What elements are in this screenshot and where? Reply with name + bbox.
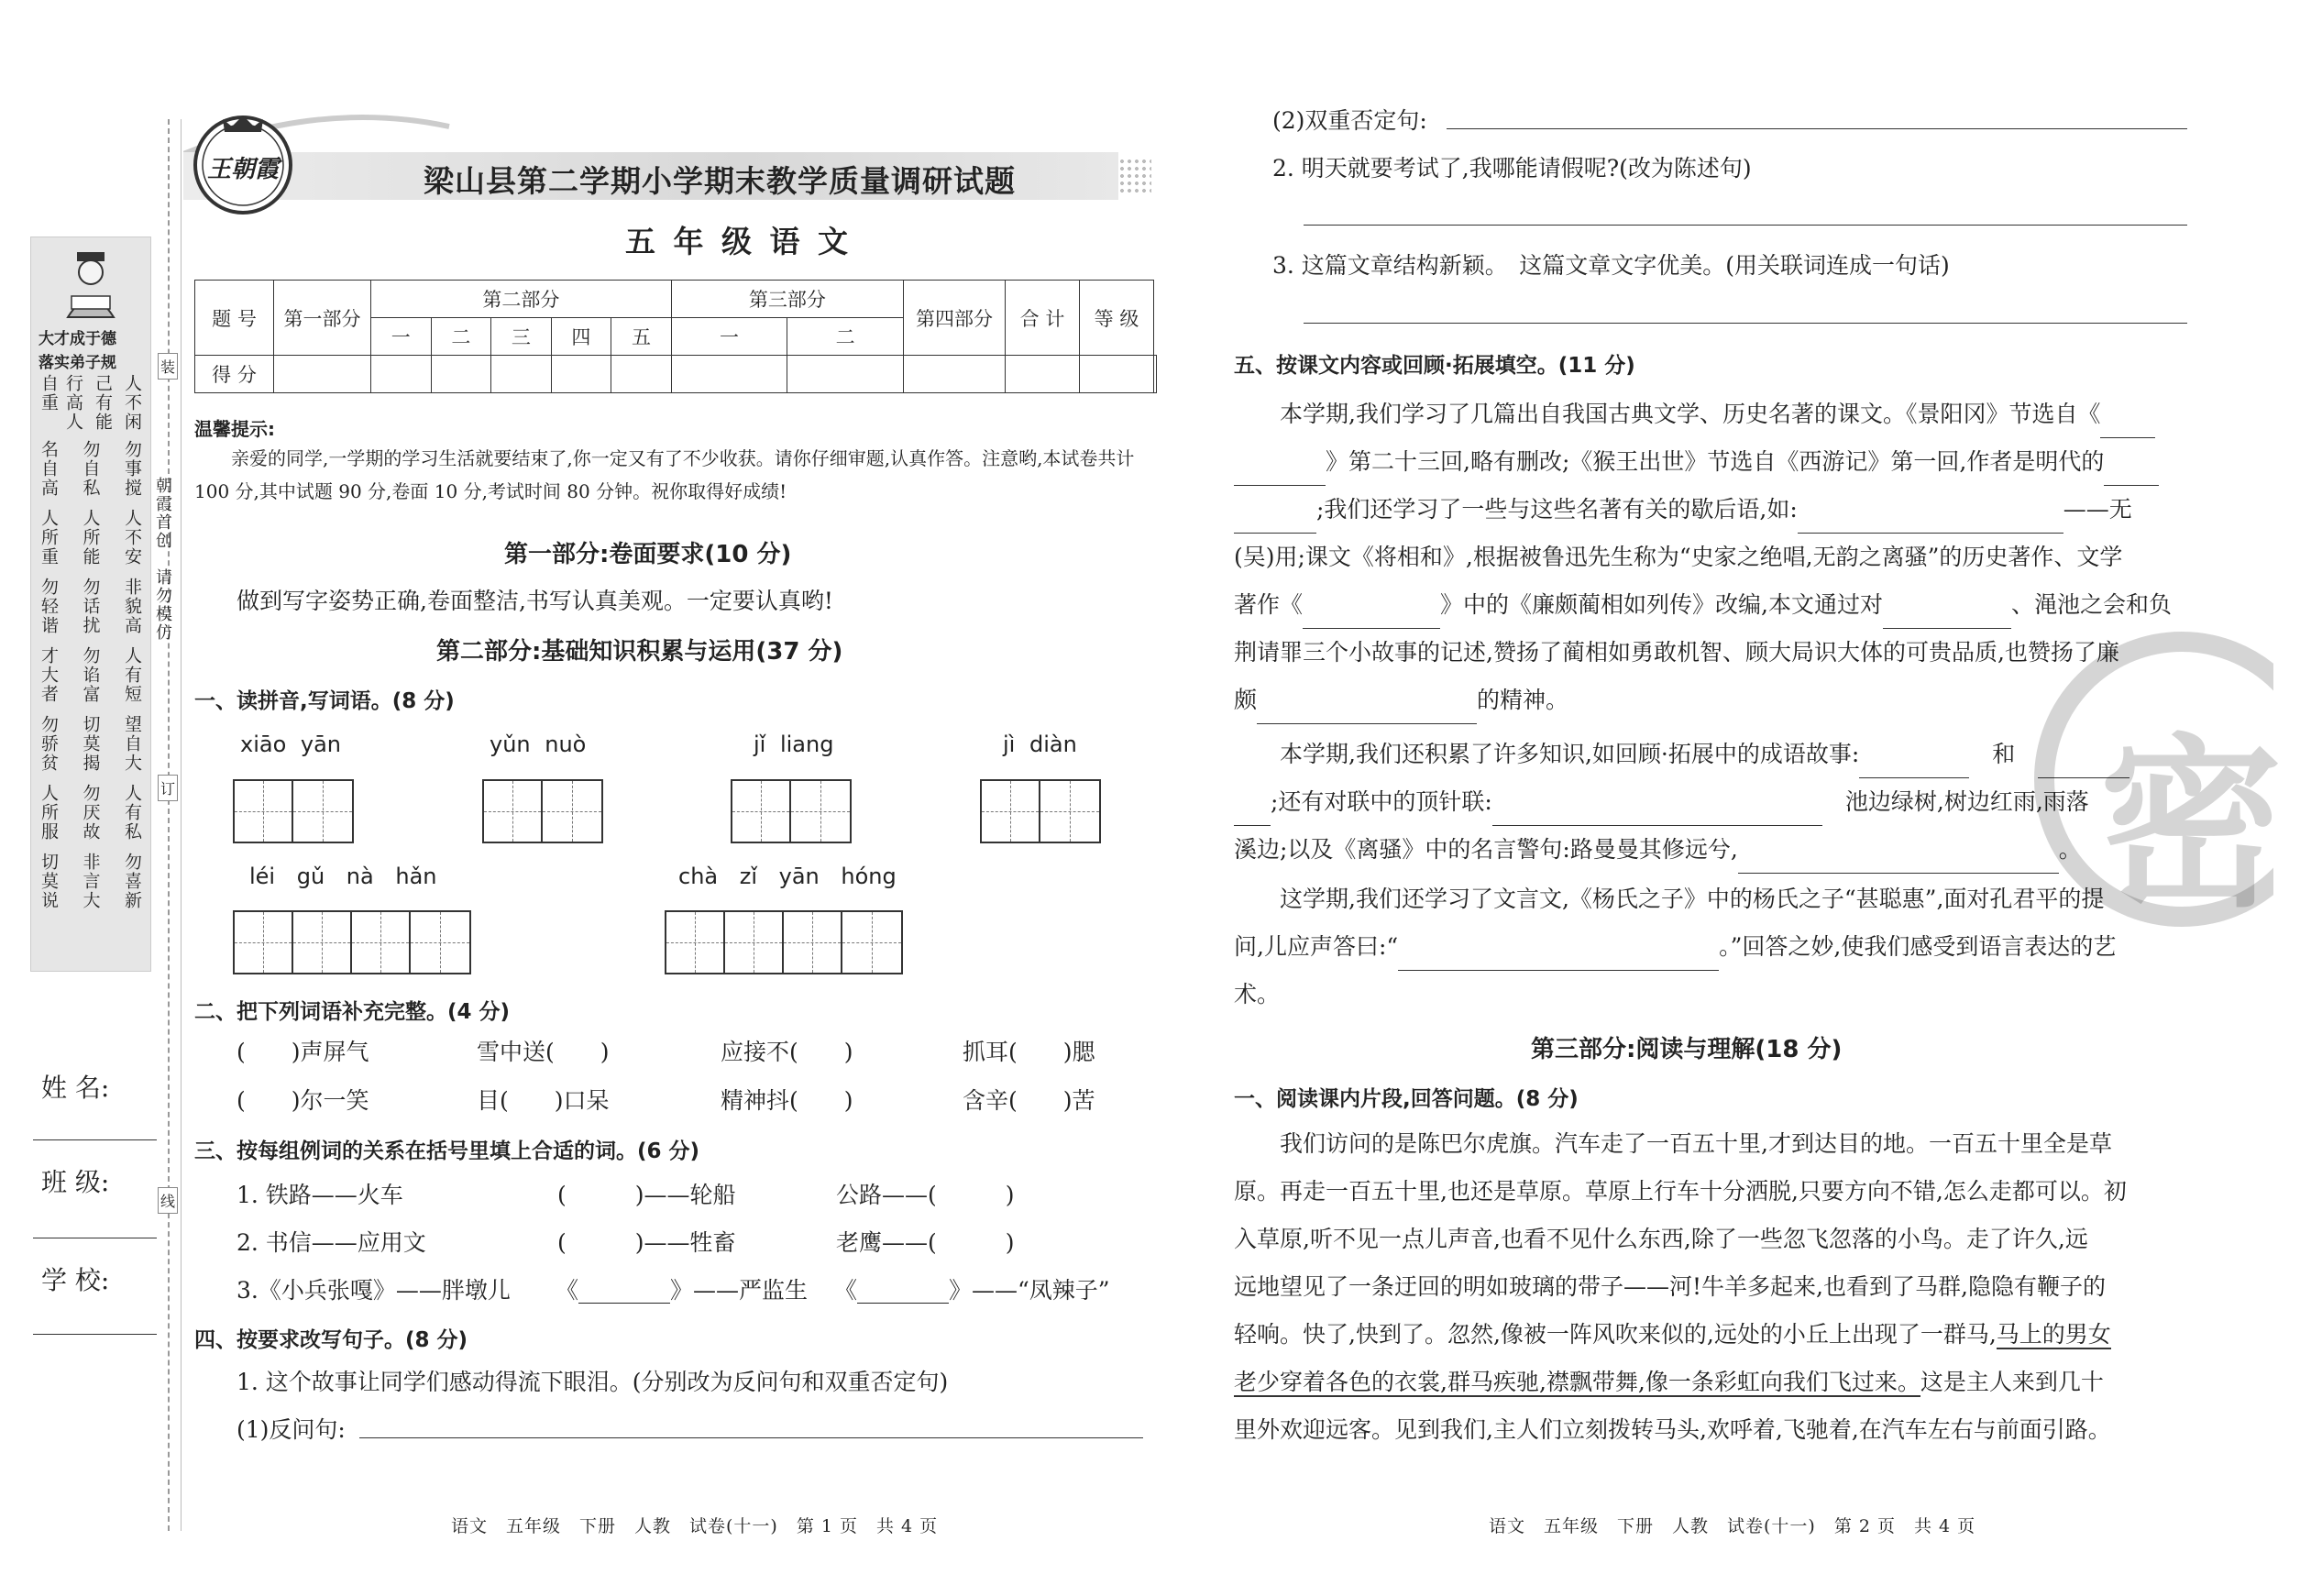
exam-title: 梁山县第二学期小学期末教学质量调研试题	[424, 163, 1016, 199]
motto-col: 勿话扰	[80, 578, 101, 635]
q4-1b-label: (2)双重否定句:	[1272, 107, 1427, 134]
motto-col: 行高人自重	[39, 374, 83, 432]
score-cell[interactable]	[787, 356, 904, 393]
q3-item: 《________》——“凤辣子”	[834, 1277, 1110, 1304]
q2-item: 雪中送( )	[477, 1039, 610, 1065]
score-cell[interactable]	[671, 356, 787, 393]
fill-blank[interactable]	[1883, 600, 2011, 629]
score-cell[interactable]	[1005, 356, 1079, 393]
q5-text: ;还有对联中的顶针联:	[1271, 788, 1492, 815]
score-cell[interactable]	[274, 356, 371, 393]
score-sub: 二	[431, 318, 491, 356]
q5-text: ——无	[2063, 496, 2132, 523]
q5-text: 、渑池之会和负	[2010, 591, 2172, 618]
score-th-number: 题 号	[195, 281, 274, 356]
pinyin-4: jì diàn	[1003, 732, 1077, 757]
char-grid-4[interactable]	[980, 779, 1101, 843]
school-field[interactable]	[33, 1334, 157, 1335]
q3-item: 老鹰——( )	[836, 1229, 1015, 1256]
footer-right: 语文 五年级 下册 人教 试卷(十一) 第 2 页 共 4 页	[1489, 1516, 1976, 1536]
motto-col: 切莫说	[39, 853, 59, 910]
motto-col: 人不闲	[122, 374, 142, 432]
title-band-dots	[1118, 158, 1151, 194]
score-cell[interactable]	[431, 356, 491, 393]
q5-text: 池边绿树,树边红雨,雨落	[1844, 788, 2089, 815]
underlined-sentence: 老少穿着各色的衣裳,群马疾驰,襟飘带舞,像一条彩虹向我们飞过来。	[1234, 1369, 1920, 1395]
q5-text: 问,儿应声答曰:“	[1234, 933, 1399, 960]
q5-text: 溪边;以及《离骚》中的名言警句:路曼曼其修远兮,	[1234, 836, 1738, 863]
part1-text: 做到写字姿势正确,卷面整洁,书写认真美观。一定要认真哟!	[237, 588, 833, 614]
name-label: 姓 名:	[41, 1073, 110, 1103]
banner-line-2: 落实弟子规	[39, 354, 116, 372]
fill-blank[interactable]	[1234, 798, 1271, 826]
q4-heading: 四、按要求改写句子。(8 分)	[194, 1328, 468, 1352]
q2-item: 抓耳( )腮	[963, 1039, 1095, 1065]
motto-col: 非言大	[80, 853, 101, 910]
score-th-part1: 第一部分	[274, 281, 371, 356]
motto-col: 勿谄富	[80, 646, 101, 704]
char-grid-6[interactable]	[665, 910, 903, 974]
q5-text: 荆请罪三个小故事的记述,赞扬了蔺相如勇敢机智、顾大局识大体的可贵品质,也赞扬了廉	[1234, 639, 2119, 666]
pinyin-2: yǔn nuò	[490, 732, 587, 757]
motto-col: 勿轻谐	[39, 578, 59, 635]
score-cell[interactable]	[903, 356, 1005, 393]
score-cell[interactable]	[1153, 356, 1156, 393]
pinyin-5: léi gǔ nà hǎn	[249, 864, 437, 889]
logo-text: 王朝霞	[207, 156, 280, 183]
motto-col: 勿自私	[80, 440, 101, 498]
motto-col: 人有私	[122, 784, 142, 842]
score-cell[interactable]	[611, 356, 672, 393]
motto-col: 勿骄贫	[39, 715, 59, 773]
subject-title: 五 年 级 语 文	[625, 224, 852, 259]
q5-text: 本学期,我们学习了几篇出自我国古典文学、历史名著的课文。《景阳冈》节选自《	[1280, 401, 2101, 427]
q5-heading: 五、按课文内容或回顾·拓展填空。(11 分)	[1234, 354, 1635, 378]
part1-heading: 第一部分:卷面要求(10 分)	[504, 541, 792, 568]
q5-text: 和	[1992, 741, 2016, 767]
q2-item: 含辛( )苦	[963, 1087, 1095, 1114]
fill-blank[interactable]	[1234, 457, 1326, 486]
fill-blank[interactable]	[1859, 750, 1969, 778]
q5-text: 。	[2058, 836, 2082, 863]
motto-col: 切莫揭	[80, 715, 101, 773]
name-field[interactable]	[33, 1139, 157, 1140]
passage-line: 远地望见了一条迂回的明如玻璃的带子——河!牛羊多起来,也看到了马群,隐隐有鞭子的	[1234, 1273, 2106, 1300]
score-sub: 五	[611, 318, 672, 356]
margin-note-2: 请勿模仿	[153, 568, 172, 642]
answer-line[interactable]	[1304, 225, 2187, 226]
q5-text: 著作《	[1234, 591, 1304, 618]
q5-text: 本学期,我们还积累了许多知识,如回顾·拓展中的成语故事:	[1280, 741, 1860, 767]
tips-body: 亲爱的同学,一学期的学习生活就要结束了,你一定又有了不少收获。请你仔细审题,认真作答。注意哟,本试卷共计 100 分,其中试题 90 分,卷面 10 分,考试时间 80 分钟。祝你取得好成绩!	[194, 447, 1135, 502]
q5-text: 颇	[1234, 687, 1258, 713]
q5-text: 。”回答之妙,使我们感受到语言表达的艺	[1719, 933, 2117, 960]
char-grid-3[interactable]	[731, 779, 852, 843]
char-grid-5[interactable]	[233, 910, 471, 974]
q3-item: 《________》——严监生	[556, 1277, 809, 1304]
score-th-part2: 第二部分	[371, 281, 672, 318]
fill-blank[interactable]	[2100, 410, 2155, 438]
passage-line: 这是主人来到几十	[1920, 1369, 2104, 1395]
binding-mark-xian: 线	[158, 1187, 178, 1214]
fill-blank[interactable]	[1798, 505, 2063, 534]
q4-3: 3. 这篇文章结构新颖。 这篇文章文字优美。(用关联词连成一句话)	[1272, 252, 1950, 279]
answer-line[interactable]	[1447, 128, 2187, 129]
q5-text: (吴)用;课文《将相和》,根据被鲁迅先生称为“史家之绝唱,无韵之离骚”的历史著作、文学	[1234, 544, 2123, 570]
score-row-label: 得 分	[195, 356, 274, 393]
motto-col: 人不安	[122, 509, 142, 567]
score-table	[194, 280, 1157, 393]
score-cell[interactable]	[1079, 356, 1153, 393]
q2-heading: 二、把下列词语补充完整。(4 分)	[194, 1000, 511, 1024]
q2-item: ( )声屏气	[237, 1039, 369, 1065]
q4-1: 1. 这个故事让同学们感动得流下眼泪。(分别改为反问句和双重否定句)	[237, 1369, 949, 1395]
fill-blank[interactable]	[1303, 600, 1440, 629]
score-cell[interactable]	[491, 356, 552, 393]
scholar-figure-icon	[59, 248, 123, 322]
underlined-sentence: 马上的男女	[1996, 1321, 2111, 1348]
fill-blank[interactable]	[1398, 942, 1719, 971]
q5-text: ;我们还学习了一些与这些名著有关的歇后语,如:	[1316, 496, 1798, 523]
q1-heading: 一、读拼音,写词语。(8 分)	[194, 689, 455, 713]
part2-heading: 第二部分:基础知识积累与运用(37 分)	[436, 638, 843, 666]
motto-col: 名自高	[39, 440, 59, 498]
fill-blank[interactable]	[1234, 505, 1316, 534]
score-th-part4: 第四部分	[903, 281, 1005, 356]
score-th-part3: 第三部分	[671, 281, 903, 318]
binding-dashed-line	[168, 119, 170, 1531]
margin-note-1: 朝霞首创	[153, 477, 172, 550]
motto-col: 人所能	[80, 509, 101, 567]
score-cell[interactable]	[371, 356, 432, 393]
q3-item: 公路——( )	[836, 1182, 1015, 1208]
q3-item: ( )——轮船	[557, 1182, 736, 1208]
motto-col: 人所重	[39, 509, 59, 567]
q3-item: 3.《小兵张嘎》——胖墩儿	[237, 1277, 511, 1304]
motto-col: 勿厌故	[80, 784, 101, 842]
q5-text: 》中的《廉颇蔺相如列传》改编,本文通过对	[1440, 591, 1883, 618]
motto-col: 望自大	[122, 715, 142, 773]
school-label: 学 校:	[41, 1265, 110, 1295]
motto-col: 非貌高	[122, 578, 142, 635]
motto-col: 才大者	[39, 646, 59, 704]
q5-text: 这学期,我们还学习了文言文,《杨氏之子》中的杨氏之子“甚聪惠”,面对孔君平的提	[1280, 886, 2105, 912]
passage-line: 入草原,听不见一点儿声音,也看不见什么东西,除了一些忽飞忽落的小鸟。走了许久,远	[1234, 1226, 2088, 1252]
score-sub: 一	[371, 318, 432, 356]
fill-blank[interactable]	[2104, 457, 2159, 486]
binding-mark-ding: 订	[158, 775, 178, 801]
q5-text: 术。	[1234, 981, 1281, 1007]
reading-passage	[1234, 1120, 2191, 1454]
score-th-total: 合 计	[1005, 281, 1079, 356]
pinyin-3: jǐ liang	[754, 732, 834, 757]
char-grid-2[interactable]	[482, 779, 603, 843]
pinyin-1: xiāo yān	[240, 732, 342, 757]
binding-solid-line	[181, 119, 182, 1531]
fill-blank[interactable]	[1492, 798, 1822, 826]
q3-heading: 三、按每组例词的关系在括号里填上合适的词。(6 分)	[194, 1139, 700, 1163]
score-sub: 三	[491, 318, 552, 356]
score-th-grade: 等 级	[1079, 281, 1153, 356]
q5-text: 的精神。	[1477, 687, 1569, 713]
motto-col: 己有能	[93, 374, 113, 432]
score-sub: 四	[551, 318, 611, 356]
q2-item: ( )尔一笑	[237, 1087, 369, 1114]
score-cell[interactable]	[551, 356, 611, 393]
pinyin-6: chà zǐ yān hóng	[678, 864, 897, 889]
q3-item: 2. 书信——应用文	[237, 1229, 426, 1256]
class-label: 班 级:	[41, 1167, 110, 1197]
q4-1a-label: (1)反问句:	[237, 1416, 346, 1443]
q3-item: 1. 铁路——火车	[237, 1182, 403, 1208]
motto-col: 人有短	[122, 646, 142, 704]
score-sub: 二	[787, 318, 904, 356]
q2-item: 精神抖( )	[721, 1087, 853, 1114]
binding-mark-zhuang: 装	[158, 353, 178, 380]
q2-item: 应接不( )	[721, 1039, 853, 1065]
answer-line[interactable]	[1304, 323, 2187, 324]
part3-q1-heading: 一、阅读课内片段,回答问题。(8 分)	[1234, 1087, 1579, 1111]
q2-item: 目( )口呆	[477, 1087, 610, 1114]
passage-line: 里外欢迎远客。见到我们,主人们立刻拨转马头,欢呼着,飞驰着,在汽车左右与前面引路。	[1234, 1416, 2111, 1443]
tips-heading: 温馨提示:	[194, 418, 275, 440]
passage-line: 原。再走一百五十里,也还是草原。草原上行车十分洒脱,只要方向不错,怎么走都可以。初	[1234, 1178, 2127, 1205]
q3-item: ( )——牲畜	[557, 1229, 736, 1256]
score-sub: 一	[671, 318, 787, 356]
part3-heading: 第三部分:阅读与理解(18 分)	[1531, 1036, 1843, 1063]
seal-character: 密	[2099, 719, 2283, 932]
q5-text: 》第二十三回,略有删改;《猴王出世》节选自《西游记》第一回,作者是明代的	[1326, 448, 2105, 475]
motto-col: 勿事搅	[122, 440, 142, 498]
banner-line-1: 大才成于德	[39, 330, 116, 348]
motto-col: 勿喜新	[122, 853, 142, 910]
q4-2: 2. 明天就要考试了,我哪能请假呢?(改为陈述句)	[1272, 155, 1752, 182]
motto-rows	[37, 440, 145, 910]
footer-left: 语文 五年级 下册 人教 试卷(十一) 第 1 页 共 4 页	[451, 1516, 939, 1536]
answer-line[interactable]	[359, 1437, 1143, 1438]
char-grid-1[interactable]	[233, 779, 354, 843]
fill-blank[interactable]	[1257, 696, 1477, 724]
fill-blank[interactable]	[1738, 845, 2059, 874]
motto-col: 人所服	[39, 784, 59, 842]
passage-line: 轻响。快了,快到了。忽然,像被一阵风吹来似的,远处的小丘上出现了一群马,	[1234, 1321, 1997, 1348]
passage-line: 我们访问的是陈巴尔虎旗。汽车走了一百五十里,才到达目的地。一百五十里全是草	[1280, 1130, 2112, 1157]
